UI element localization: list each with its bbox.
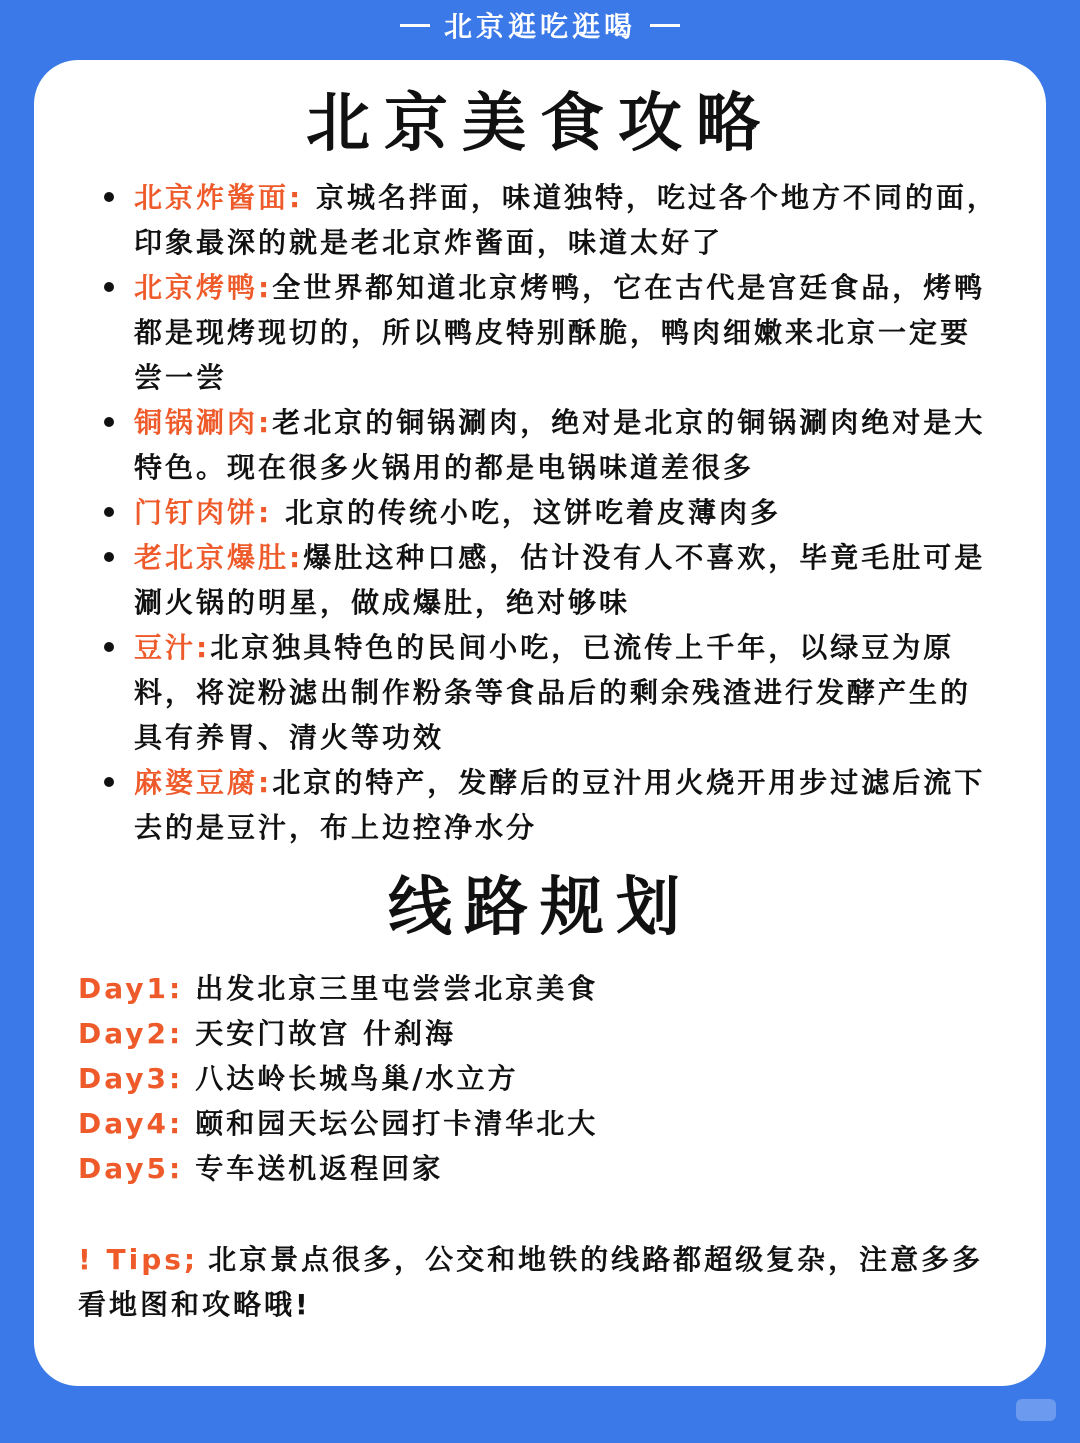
route-plan: 八达岭长城鸟巢/水立方 bbox=[195, 1062, 519, 1095]
food-name: 北京烤鸭: bbox=[134, 271, 273, 304]
route-item bbox=[78, 1146, 998, 1191]
food-name: 老北京爆肚: bbox=[134, 541, 304, 574]
food-name: 豆汁: bbox=[134, 631, 211, 664]
food-item bbox=[100, 760, 1000, 850]
route-plan: 天安门故宫 什刹海 bbox=[195, 1017, 456, 1050]
route-day: Day5: bbox=[78, 1152, 184, 1185]
food-desc: 京城名拌面，味道独特，吃过各个地方不同的面，印象最深的就是老北京炸酱面，味道太好了 bbox=[134, 181, 998, 259]
food-name: 麻婆豆腐: bbox=[134, 766, 273, 799]
bullet-icon bbox=[104, 642, 114, 652]
food-desc: 北京的特产，发酵后的豆汁用火烧开用步过滤后流下去的是豆汁，布上边控净水分 bbox=[134, 766, 986, 844]
bullet-icon bbox=[104, 282, 114, 292]
route-item bbox=[78, 1011, 998, 1056]
food-desc: 爆肚这种口感，估计没有人不喜欢，毕竟毛肚可是涮火锅的明星，做成爆肚，绝对够味 bbox=[134, 541, 986, 619]
header-text: 北京逛吃逛喝 bbox=[443, 10, 636, 43]
food-item bbox=[100, 625, 1000, 760]
watermark-badge bbox=[1016, 1399, 1056, 1421]
bullet-icon bbox=[104, 777, 114, 787]
tips-label: ! Tips; bbox=[78, 1243, 199, 1276]
bullet-icon bbox=[104, 192, 114, 202]
header-banner bbox=[0, 0, 1080, 50]
food-desc: 北京独具特色的民间小吃，已流传上千年，以绿豆为原料，将淀粉滤出制作粉条等食品后的剩余残渣进行发酵产生的具有养胃、清火等功效 bbox=[134, 631, 972, 754]
route-day: Day4: bbox=[78, 1107, 184, 1140]
route-item bbox=[78, 1056, 998, 1101]
food-item bbox=[100, 490, 1000, 535]
route-title: 线路规划 bbox=[388, 871, 692, 945]
route-item bbox=[78, 966, 998, 1011]
bullet-icon bbox=[104, 507, 114, 517]
tips-block bbox=[78, 1237, 1008, 1327]
page-title: 北京美食攻略 bbox=[306, 87, 774, 161]
bullet-icon bbox=[104, 417, 114, 427]
food-name: 北京炸酱面: bbox=[134, 181, 304, 214]
food-desc: 北京的传统小吃，这饼吃着皮薄肉多 bbox=[272, 496, 781, 529]
tips-text: 北京景点很多，公交和地铁的线路都超级复杂，注意多多看地图和攻略哦! bbox=[78, 1243, 984, 1321]
bullet-icon bbox=[104, 552, 114, 562]
header-dash-right bbox=[650, 24, 680, 27]
route-item bbox=[78, 1101, 998, 1146]
food-name: 门钉肉饼: bbox=[134, 496, 273, 529]
food-item bbox=[100, 400, 1000, 490]
food-desc: 全世界都知道北京烤鸭，它在古代是宫廷食品，烤鸭都是现烤现切的，所以鸭皮特别酥脆，鸭肉细嫩来北京一定要尝一尝 bbox=[134, 271, 986, 394]
food-item bbox=[100, 175, 1000, 265]
food-name: 铜锅涮肉: bbox=[134, 406, 273, 439]
food-item bbox=[100, 535, 1000, 625]
route-day: Day2: bbox=[78, 1017, 184, 1050]
route-day: Day3: bbox=[78, 1062, 184, 1095]
route-list bbox=[78, 966, 998, 1191]
route-plan: 专车送机返程回家 bbox=[195, 1152, 444, 1185]
food-desc: 老北京的铜锅涮肉，绝对是北京的铜锅涮肉绝对是大特色。现在很多火锅用的都是电锅味道差很多 bbox=[134, 406, 986, 484]
route-plan: 出发北京三里屯尝尝北京美食 bbox=[195, 972, 599, 1005]
header-dash-left bbox=[400, 24, 430, 27]
route-plan: 颐和园天坛公园打卡清华北大 bbox=[195, 1107, 599, 1140]
food-list bbox=[100, 175, 1000, 850]
route-day: Day1: bbox=[78, 972, 184, 1005]
food-item bbox=[100, 265, 1000, 400]
